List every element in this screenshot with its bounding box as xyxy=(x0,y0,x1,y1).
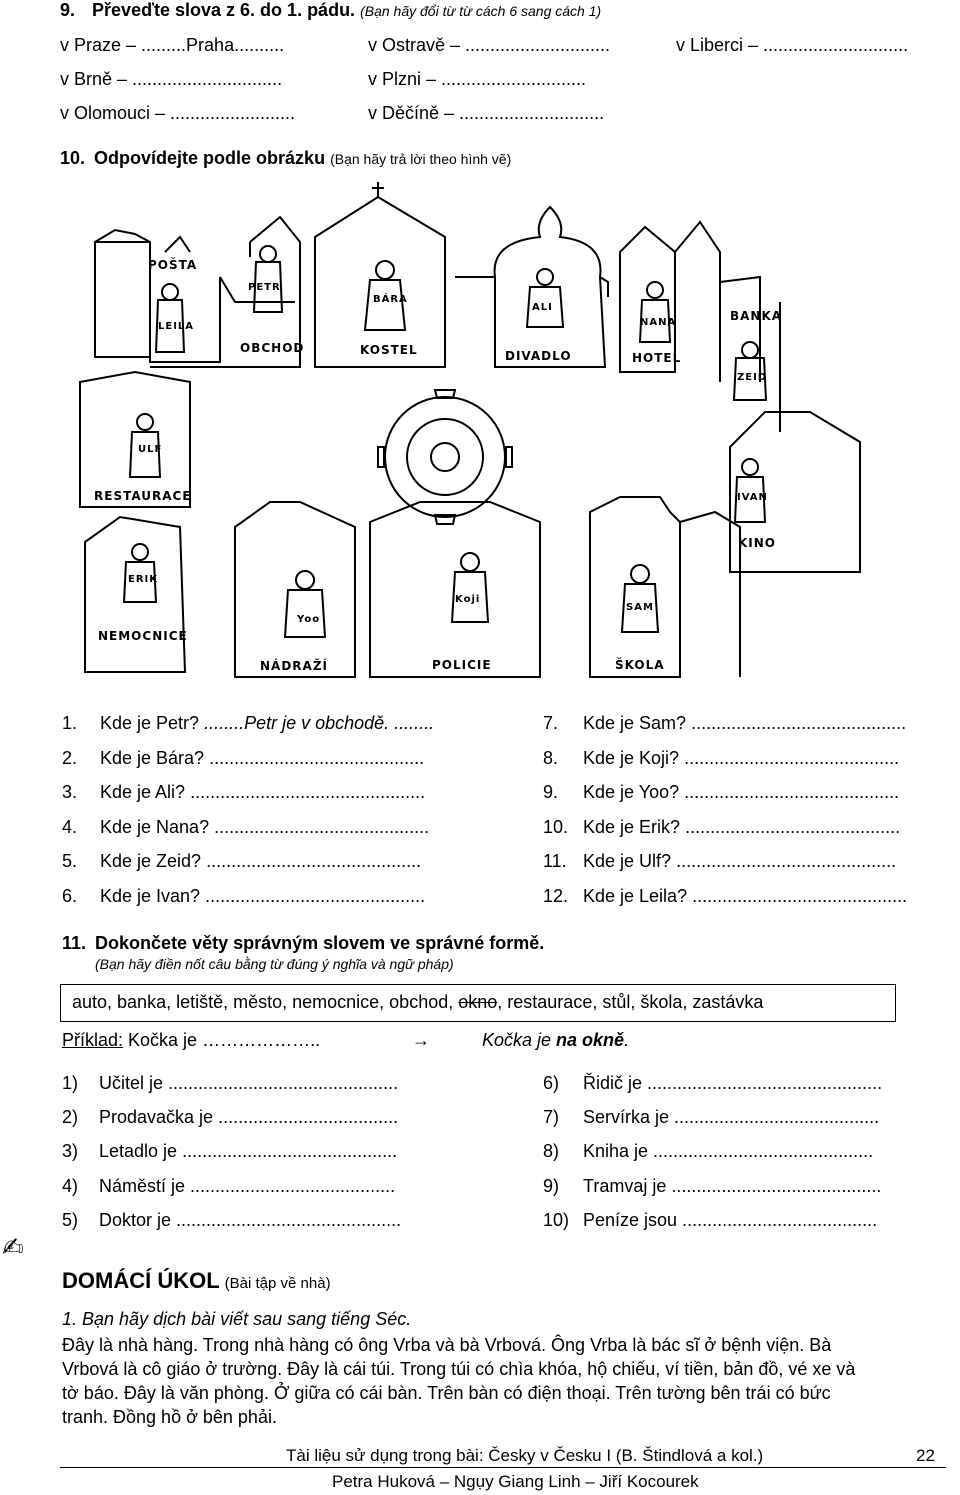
ex11-left-items xyxy=(62,1066,401,1237)
ex9-note: (Bạn hãy đổi từ từ cách 6 sang cách 1) xyxy=(360,3,602,19)
page-number: 22 xyxy=(916,1446,935,1465)
example-label: Příklad: xyxy=(62,1030,124,1050)
homework-line-3: tờ báo. Đây là văn phòng. Ở giữa có cái bàn. Trên bàn có điện thoại. Trên tường bên trái có bức xyxy=(62,1383,831,1403)
footer-divider xyxy=(60,1467,946,1468)
building-nemocnice xyxy=(85,517,188,672)
ex11-item-2: 2) Prodavačka je .................................... xyxy=(62,1107,399,1128)
word-box-text: auto, banka, letiště, město, nemocnice, obchod, okno, restaurace, stůl, škola, zastávka xyxy=(72,992,764,1012)
label-nana: NANA xyxy=(640,317,677,328)
building-posta-obchod xyxy=(95,217,304,367)
ex11-item-8: 8) Kniha je ............................................ xyxy=(543,1141,874,1162)
town-illustration xyxy=(60,182,950,682)
label-obchod: OBCHOD xyxy=(240,341,305,355)
homework-line-1: Đây là nhà hàng. Trong nhà hàng có ông Vrba và bà Vrbová. Ông Vrba là bác sĩ ở bệnh viện. Bà xyxy=(62,1335,832,1355)
label-ali: ALI xyxy=(532,302,553,313)
homework-heading xyxy=(62,1268,331,1294)
ex11-title: Dokončete věty správným slovem ve správné formě. xyxy=(95,933,545,953)
ex10-heading xyxy=(60,148,511,169)
question-12: 12. Kde je Leila? ........................................... xyxy=(543,885,908,906)
ex11-item-9: 9) Tramvaj je .......................................... xyxy=(543,1175,882,1196)
label-hotel: HOTEL xyxy=(632,351,682,365)
homework-text xyxy=(62,1333,855,1429)
label-petr: PETR xyxy=(248,282,281,293)
label-sam: SAM xyxy=(626,602,654,613)
ex9-item-6: v Olomouci – ......................... xyxy=(60,103,296,123)
ex9-item-3: v Liberci – ............................. xyxy=(676,35,909,55)
question-10: 10. Kde je Erik? ........................................... xyxy=(543,816,901,837)
building-policie xyxy=(370,502,540,677)
example-answer: Kočka je na okně. xyxy=(482,1030,630,1050)
building-divadlo xyxy=(455,207,608,367)
ex9-title: Převeďte slova z 6. do 1. pádu. xyxy=(92,0,356,20)
question-3: 3. Kde je Ali? ............................................... xyxy=(62,782,426,802)
label-zeid: ZEID xyxy=(737,372,768,383)
question-11: 11. Kde je Ulf? ............................................ xyxy=(543,851,897,871)
ex11-item-10: 10) Peníze jsou ....................................... xyxy=(543,1209,878,1230)
ex11-heading xyxy=(62,933,544,954)
ex9-item-1: v Praze – .........Praha.......... xyxy=(60,35,285,55)
ex10-note: (Bạn hãy trả lời theo hình vẽ) xyxy=(330,151,512,167)
label-banka: BANKA xyxy=(730,309,783,323)
ex10-left-questions xyxy=(62,706,434,913)
ex9-item-2: v Ostravě – ............................. xyxy=(368,35,611,55)
label-ulf: ULF xyxy=(138,444,163,455)
homework-note: (Bài tập về nhà) xyxy=(224,1275,331,1292)
building-restaurace xyxy=(80,372,192,507)
ex9-item-4: v Brně – .............................. xyxy=(60,69,283,89)
building-nadrazi xyxy=(235,502,355,677)
label-kostel: KOSTEL xyxy=(360,343,418,357)
example-text: Kočka je ……………….. xyxy=(123,1030,321,1050)
ex9-item-7: v Děčíně – ............................. xyxy=(368,103,605,123)
label-restaurace: RESTAURACE xyxy=(94,489,192,503)
ex11-item-1: 1) Učitel je .............................................. xyxy=(62,1073,399,1093)
ex10-number: 10. xyxy=(60,148,86,168)
label-ivan: IVAN xyxy=(737,492,768,503)
label-skola: ŠKOLA xyxy=(615,658,665,672)
ex9-item-5: v Plzni – ............................. xyxy=(368,69,587,89)
label-leila: LEILA xyxy=(158,321,195,332)
fountain xyxy=(378,390,512,524)
label-koji: Koji xyxy=(455,594,481,605)
label-policie: POLICIE xyxy=(432,658,492,672)
ex11-item-7: 7) Servírka je ......................................... xyxy=(543,1107,880,1128)
question-1: 1. Kde je Petr? ........Petr je v obchodě. ........ xyxy=(62,713,435,733)
ex9-heading xyxy=(60,0,601,21)
ex11-note: (Bạn hãy điền nốt câu bằng từ đúng ý nghĩa và ngữ pháp) xyxy=(95,956,454,972)
label-kino: KINO xyxy=(738,536,777,550)
label-divadlo: DIVADLO xyxy=(505,349,572,363)
ex11-item-3: 3) Letadlo je ........................................... xyxy=(62,1141,398,1162)
question-2: 2. Kde je Bára? ........................................... xyxy=(62,747,425,768)
footer-source: Tài liệu sử dụng trong bài: Česky v Česku I (B. Štindlová a kol.) xyxy=(286,1446,764,1465)
homework-line-4: tranh. Đồng hồ ở bên phải. xyxy=(62,1407,277,1427)
building-hotel-banka xyxy=(620,222,782,432)
ex10-right-questions xyxy=(543,706,907,913)
label-nadrazi: NÁDRAŽÍ xyxy=(260,659,328,673)
homework-title: DOMÁCÍ ÚKOL xyxy=(62,1268,220,1293)
ex11-right-items xyxy=(543,1066,882,1237)
question-9: 9. Kde je Yoo? ........................................... xyxy=(543,782,900,802)
building-kino xyxy=(730,412,860,572)
writing-hand-icon: ✍ xyxy=(2,1232,24,1262)
question-4: 4. Kde je Nana? ........................................... xyxy=(62,816,430,837)
ex11-number: 11. xyxy=(62,933,87,953)
arrow-icon: → xyxy=(412,1030,430,1050)
question-6: 6. Kde je Ivan? ............................................ xyxy=(62,885,426,906)
footer-authors: Petra Huková – Ngụy Giang Linh – Jiří Kocourek xyxy=(332,1472,699,1491)
example-row xyxy=(62,1030,320,1051)
homework-line-2: Vrbová là cô giáo ở trường. Đây là cái túi. Trong túi có chìa khóa, hộ chiếu, ví tiền, bản đồ, vé xe và xyxy=(62,1359,856,1379)
label-posta: POŠTA xyxy=(148,258,198,272)
question-5: 5. Kde je Zeid? ........................................... xyxy=(62,851,422,871)
question-8: 8. Kde je Koji? ........................................... xyxy=(543,747,900,768)
ex10-title: Odpovídejte podle obrázku xyxy=(94,148,326,168)
label-erik: ERIK xyxy=(128,574,159,585)
ex11-item-4: 4) Náměstí je ......................................... xyxy=(62,1175,396,1196)
label-nemocnice: NEMOCNICE xyxy=(98,629,188,643)
label-yoo: Yoo xyxy=(297,614,321,625)
homework-task: 1. Bạn hãy dịch bài viết sau sang tiếng Séc. xyxy=(62,1309,412,1329)
ex11-item-6: 6) Řidič je ............................................... xyxy=(543,1073,883,1093)
building-kostel xyxy=(315,182,445,367)
label-bara: BÁRA xyxy=(373,294,408,305)
building-skola xyxy=(590,497,740,677)
ex9-number: 9. xyxy=(60,0,76,20)
question-7: 7. Kde je Sam? ........................................... xyxy=(543,713,907,733)
ex11-item-5: 5) Doktor je ............................................. xyxy=(62,1209,402,1230)
